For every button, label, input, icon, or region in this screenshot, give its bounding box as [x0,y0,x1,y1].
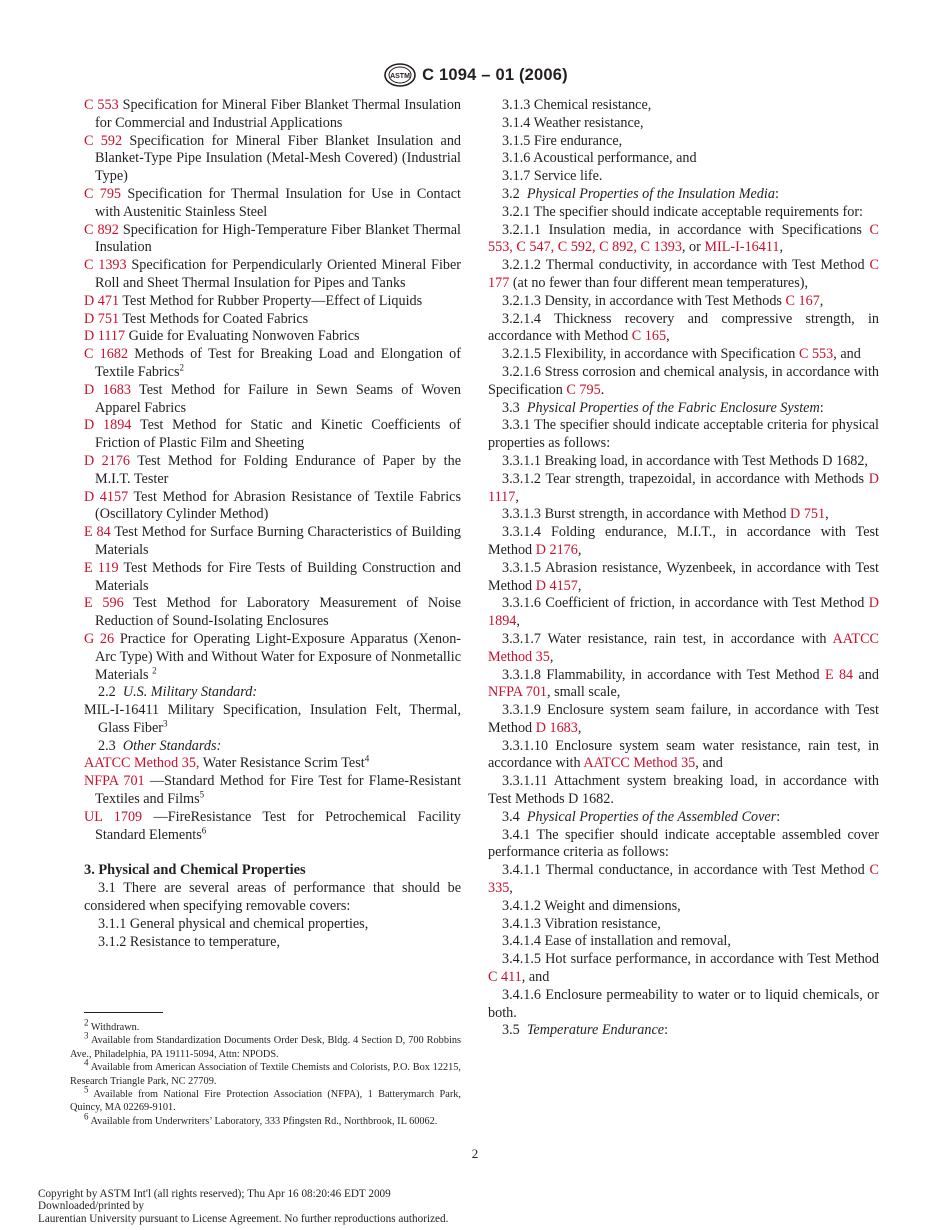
footnote [70,1030,461,1061]
paragraph-text: 3.3.1.2 Tear strength, trapezoidal, in accordance with Methods [502,470,869,487]
reference-item [84,346,461,382]
para-3-4-1-2: 3.4.1.2 Weight and dimensions, [502,897,681,914]
para-3-3-1: 3.3.1 The specifier should indicate acceptable criteria for physical properties as follows: [488,417,879,452]
paragraph-text: , [666,328,670,345]
reference-code-link[interactable]: D 471 [84,292,120,309]
copyright-line: Copyright by ASTM Int'l (all rights reserved); Thu Apr 16 08:20:46 EDT 2009 [38,1188,391,1200]
reference-item [84,311,461,329]
reference-code-link[interactable]: E 119 [84,559,119,576]
section-3-5: 3.5 Temperature Endurance: [502,1022,669,1039]
ref-link[interactable]: C 177 [488,257,879,291]
document-designation: C 1094 – 01 (2006) [422,65,568,84]
ref-link[interactable]: C 167 [785,292,820,309]
footnote-number: 3 [84,1030,89,1041]
section-3-4: 3.4 Physical Properties of the Assembled Cover: [502,808,781,825]
para-3-1-1: 3.1.1 General physical and chemical properties, [98,915,369,932]
paragraph-text: , and [695,755,723,772]
ref-link[interactable]: MIL-I-16411 [704,239,780,256]
paragraph-text: , and [521,969,550,986]
footnote-text: Withdrawn. [90,1022,140,1033]
ref-link[interactable]: C 335 [488,862,879,897]
paragraph-text: 3.2.1.6 Stress corrosion and chemical analysis, in accordance with Specification [488,363,879,398]
reference-title: Practice for Operating Light-Exposure Apparatus (Xenon-Arc Type) With and Without Water for Exposure of Nonmetallic Materials [95,630,462,683]
para-3-3-1-4 [488,524,879,560]
reference-code-link[interactable]: C 1393 [84,257,127,274]
other-standards-list [84,755,461,844]
footnote-text: Available from Underwriters’ Laboratory, 333 Pfingsten Rd., Northbrook, IL 60062. [90,1115,438,1127]
ref-link[interactable]: NFPA 701 [488,684,548,701]
paragraph-text: 3.3.1.6 Coefficient of friction, in accordance with Test Method [502,595,869,612]
paragraph-text: 3.3.1.7 Water resistance, rain test, in accordance with [502,630,833,647]
paragraph-text: (at no fewer than four different mean temperatures), [509,274,809,291]
para-3-4-1-1 [488,862,879,898]
section-3-heading: 3. Physical and Chemical Properties [84,862,306,879]
footnote-text: Available from Standardization Documents Order Desk, Bldg. 4 Section D, 700 Robbins Ave., Philadelphia, PA 19111-5094, Attn: NPODS. [70,1035,461,1060]
paragraph-text: 3.2.1.3 Density, in accordance with Test Methods [502,292,786,309]
reference-item [84,133,461,186]
paragraph-text: 3.3.1.3 Burst strength, in accordance with Method [502,506,791,523]
reference-code-link[interactable]: UL 1709 [84,808,143,825]
para-3-2-1-6 [488,364,879,400]
other-standard-item [84,773,461,809]
copyright-notice [38,1188,448,1225]
footnote [70,1057,461,1088]
ref-link[interactable]: D 1117 [488,470,879,505]
para-3-1-4: 3.1.4 Weather resistance, [502,114,644,131]
copyright-line: Downloaded/printed by [38,1200,144,1213]
reference-item [84,489,461,525]
para-3-1-7: 3.1.7 Service life. [502,168,603,185]
reference-item [84,257,461,293]
left-column [84,97,461,951]
footnote [70,1017,461,1034]
paragraph-text: 3.4.1.1 Thermal conductance, in accordance with Test Method [502,862,870,879]
footnote-number: 6 [84,1111,89,1122]
reference-item [84,417,461,453]
reference-code-link[interactable]: E 596 [84,595,124,612]
para-3-4-1-4: 3.4.1.4 Ease of installation and removal, [502,933,731,950]
footnote-marker: 5 [199,789,205,800]
ref-link[interactable]: D 1683 [535,719,578,736]
ref-link[interactable]: C 795 [566,381,601,398]
footnote-marker: 6 [201,824,207,835]
reference-item [84,293,461,311]
reference-title: Test Method for Static and Kinetic Coefficients of Friction of Plastic Film and Sheeting [95,417,461,452]
paragraph-text: , [819,292,824,309]
paragraph-text: 3.4.1.5 Hot surface performance, in accordance with Test Method [502,951,879,968]
page-header [0,62,950,88]
paragraph-text: , and [833,346,861,363]
footnote-marker: 4 [364,753,370,764]
para-3-2-1-1: 3.2.1.1 Insulation media, in accordance with Specifications C 553, C 547, C 592, C 892, C 1393, or MIL-I-16411, [488,221,879,256]
ref-link[interactable]: D 4157 [535,577,578,594]
reference-title: Test Method for Laboratory Measurement of Noise Reduction of Sound-Isolating Enclosures [95,595,461,630]
reference-code-link[interactable]: D 2176 [84,452,131,469]
para-3-2-1-3 [488,293,879,311]
para-3-1-2: 3.1.2 Resistance to temperature, [98,933,281,950]
referenced-documents-list [84,97,461,684]
reference-item [84,186,461,222]
reference-item [84,595,461,631]
ref-link[interactable]: C 411 [488,969,522,986]
reference-title: Test Methods for Fire Tests of Building Construction and Materials [95,559,462,594]
section-3-2: 3.2 Physical Properties of the Insulation Media: [502,185,779,202]
reference-item [84,222,461,258]
para-3-1: 3.1 There are several areas of performance that should be considered when specifying removable covers: [84,880,461,915]
footnote-number: 2 [84,1017,89,1028]
reference-title: —Standard Method for Fire Test for Flame-Resistant Textiles and Films [95,773,462,808]
paragraph-text: 3.2.1.4 Thickness recovery and compressive strength, in accordance with Method [488,310,879,345]
para-3-3-1-2 [488,471,879,507]
para-3-3-1-11: 3.3.1.11 Attachment system breaking load, in accordance with Test Methods D 1682. [488,773,879,808]
military-standard-ref: MIL-I-16411 Military Specification, Insulation Felt, Thermal, Glass Fiber$^3$ [84,702,461,736]
reference-title: Test Methods for Coated Fabrics [122,310,309,327]
para-3-4-1: 3.4.1 The specifier should indicate acceptable assembled cover performance criteria as follows: [488,826,879,861]
reference-code-link[interactable]: C 892 [84,221,119,238]
para-3-3-1-5 [488,560,879,596]
reference-item [84,631,461,684]
reference-title: Specification for High-Temperature Fiber Blanket Thermal Insulation [95,221,462,256]
footnote-number: 5 [84,1084,89,1095]
paragraph-text: , [509,880,513,897]
reference-code-link[interactable]: D 1894 [84,417,132,434]
ref-link[interactable]: D 1894 [488,595,879,630]
para-3-4-1-3: 3.4.1.3 Vibration resistance, [502,915,661,932]
para-3-2-1-5 [488,346,879,364]
section-2-3: 2.3 Other Standards: [98,737,222,754]
section-3-3: 3.3 Physical Properties of the Fabric Enclosure System: [502,399,824,416]
para-3-2-1-4 [488,311,879,347]
reference-code-link[interactable]: C 795 [84,185,122,202]
paragraph-text: , [516,613,520,630]
reference-code-link[interactable]: C 553 [84,97,119,113]
paragraph-text: 3.3.1.10 Enclosure system seam water resistance, rain test, in accordance with [488,737,879,772]
para-3-1-5: 3.1.5 Fire endurance, [502,132,623,149]
para-3-3-1-6 [488,595,879,631]
reference-code-link[interactable]: G 26 [84,630,115,647]
other-standard-item [84,755,461,773]
reference-title: Test Method for Folding Endurance of Paper by the M.I.T. Tester [95,452,461,487]
footnote-number: 4 [84,1057,89,1068]
reference-code-link[interactable]: C 592 [84,132,123,149]
footnote-marker: 2 [152,664,157,675]
section-2-2: 2.2 U.S. Military Standard: [98,684,258,701]
reference-code-link[interactable]: D 1683 [84,381,131,398]
footnote [70,1111,461,1128]
para-3-3-1-7 [488,631,879,667]
ref-link[interactable]: D 751 [790,506,826,523]
paragraph-text: 3.3.1.9 Enclosure system seam failure, in accordance with Test Method [488,702,879,736]
reference-item [84,560,461,596]
footnote-divider [84,1012,163,1013]
astm-logo-icon [382,62,418,88]
svg-text:ASTM: ASTM [390,73,411,80]
paragraph-text: , [577,719,582,736]
footnotes [70,1017,461,1128]
ref-link[interactable]: AATCC Method 35 [583,755,696,772]
paragraph-text: , [577,577,582,594]
page-number: 2 [471,1146,479,1161]
reference-code-link[interactable]: AATCC Method 35, [84,755,200,772]
reference-item [84,97,461,133]
para-3-1-3: 3.1.3 Chemical resistance, [502,97,652,113]
right-column [488,97,879,1040]
reference-title: Guide for Evaluating Nonwoven Fabrics [128,328,360,345]
paragraph-text: , [549,648,554,665]
reference-code-link[interactable]: D 4157 [84,488,129,505]
paragraph-text: , [577,541,582,558]
copyright-line: Laurentian University pursuant to License Agreement. No further reproductions authorized. [38,1212,449,1225]
footnote [70,1084,461,1115]
reference-code-link[interactable]: NFPA 701 [84,773,145,790]
footnote-text: Available from National Fire Protection Association (NFPA), 1 Batterymarch Park, Quincy, MA 02269-9101. [70,1089,461,1114]
other-standard-item [84,809,461,845]
ref-link[interactable]: D 2176 [535,541,578,558]
ref-link[interactable]: E 84 [824,666,854,683]
para-3-4-1-6: 3.4.1.6 Enclosure permeability to water or to liquid chemicals, or both. [488,986,879,1021]
para-3-2-1-2 [488,257,879,293]
reference-code-link[interactable]: D 1117 [84,328,126,345]
ref-link[interactable]: C 165 [631,328,667,345]
footnote-marker: 2 [179,362,185,373]
paragraph-text: , [825,506,829,523]
para-3-3-1-9 [488,702,879,738]
reference-item [84,524,461,560]
reference-title: Test Method for Rubber Property—Effect of Liquids [122,292,423,309]
reference-title: Test Method for Surface Burning Characteristics of Building Materials [95,524,462,558]
paragraph-text: 3.3.1.4 Folding endurance, M.I.T., in accordance with Test Method [488,524,879,558]
reference-title: Test Method for Failure in Sewn Seams of Woven Apparel Fabrics [95,381,462,416]
reference-item [84,453,461,489]
para-3-2-1: 3.2.1 The specifier should indicate acceptable requirements for: [502,203,863,220]
ref-link[interactable]: AATCC Method 35 [488,630,879,665]
reference-title: Specification for Mineral Fiber Blanket Insulation and Blanket-Type Pipe Insulation (Metal-Mesh Covered) (Industrial Type) [95,132,462,185]
paragraph-text: 3.2.1.2 Thermal conductivity, in accordance with Test Method [502,257,870,274]
ref-link[interactable]: C 553, C 547, C 592, C 892, C 1393 [488,221,879,256]
paragraph-text: , [515,488,519,505]
paragraph-text: . [600,381,605,398]
reference-item [84,382,461,418]
para-3-3-1-10 [488,738,879,774]
reference-code-link[interactable]: C 1682 [84,346,129,363]
paragraph-text: 3.3.1.5 Abrasion resistance, Wyzenbeek, in accordance with Test Method [488,559,879,594]
reference-title: Specification for Perpendicularly Oriented Mineral Fiber Roll and Sheet Thermal Insulation for Pipes and Tanks [95,257,462,291]
paragraph-text: 3.2.1.5 Flexibility, in accordance with Specification [502,346,799,363]
para-3-3-1-1: 3.3.1.1 Breaking load, in accordance with Test Methods D 1682, [502,452,868,469]
ref-link[interactable]: C 553 [798,346,834,363]
para-3-3-1-8: 3.3.1.8 Flammability, in accordance with Test Method E 84 and NFPA 701, small scale, [488,666,879,701]
reference-title: Specification for Thermal Insulation for Use in Contact with Austenitic Stainless Steel [95,185,461,220]
footnote-text: Available from American Association of Textile Chemists and Colorists, P.O. Box 12215, Research Triangle Park, NC 27709. [70,1062,461,1087]
reference-item [84,328,461,346]
reference-title: Methods of Test for Breaking Load and Elongation of Textile Fabrics [95,346,461,380]
reference-title: Test Method for Abrasion Resistance of Textile Fabrics (Oscillatory Cylinder Method) [95,488,461,523]
reference-title: Specification for Mineral Fiber Blanket Thermal Insulation for Commercial and Industrial Applications [95,97,462,131]
reference-title: Water Resistance Scrim Test [202,755,365,772]
reference-code-link[interactable]: D 751 [84,310,120,327]
para-3-1-6: 3.1.6 Acoustical performance, and [502,150,697,167]
para-3-3-1-3 [488,506,879,524]
para-3-4-1-5 [488,951,879,987]
reference-code-link[interactable]: E 84 [84,524,111,541]
reference-title: —FireResistance Test for Petrochemical Facility Standard Elements [95,808,462,843]
